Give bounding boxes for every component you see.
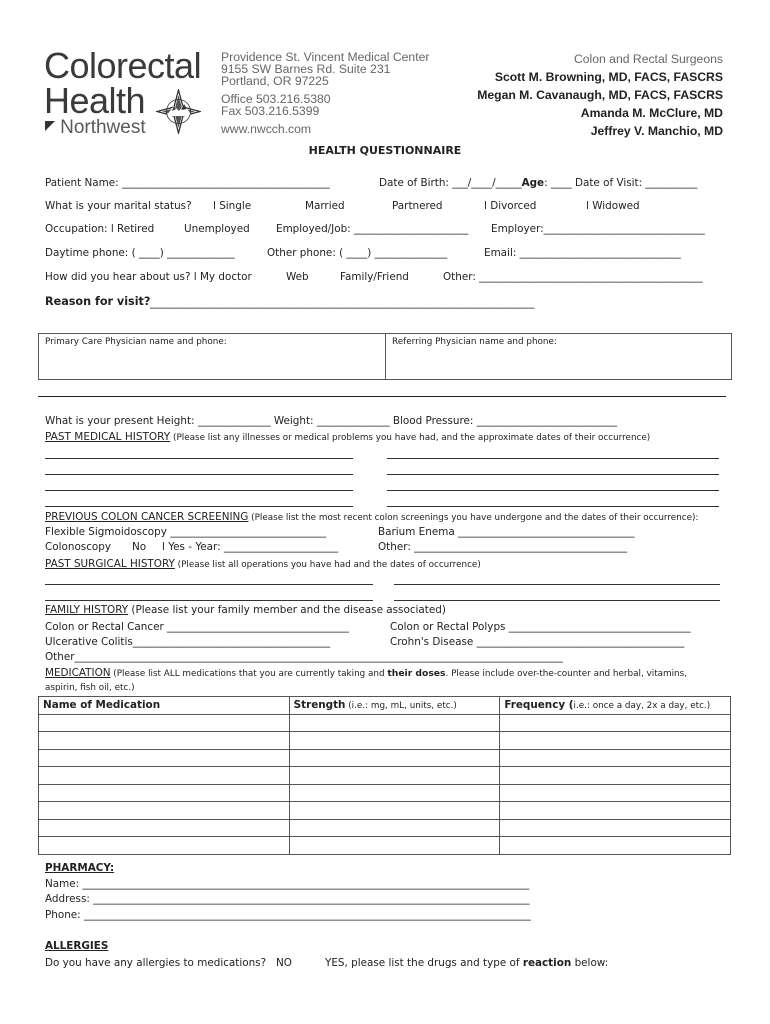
marital-question: What is your marital status?	[45, 200, 192, 212]
family-history-title: FAMILY HISTORY	[45, 604, 129, 616]
reason-for-visit-field[interactable]: __________________________________________________________________________	[150, 297, 535, 309]
pmh-line-3b[interactable]	[387, 490, 719, 491]
med-frequency-cell[interactable]	[500, 837, 731, 855]
height-weight-bp-field[interactable]: What is your present Height: ______________ Weight: ______________ Blood Pressure: ___________________________	[45, 415, 617, 427]
clinic-fax: Fax 503.216.5399	[221, 104, 320, 118]
psh-line-1a[interactable]	[45, 584, 373, 585]
med-col-strength-header	[289, 697, 500, 715]
med-strength-cell[interactable]	[289, 749, 500, 767]
fam-colon-cancer-field[interactable]: Colon or Rectal Cancer ___________________________________	[45, 621, 349, 633]
fam-uc-field[interactable]: Ulcerative Colitis______________________________________	[45, 636, 331, 648]
age-label: Age	[521, 177, 545, 189]
section-divider	[38, 396, 726, 397]
pmh-line-4a[interactable]	[45, 506, 353, 507]
psh-heading	[45, 558, 481, 570]
allergy-yes-text-2: below:	[571, 957, 609, 969]
psh-note: (Please list all operations you have had and the dates of occurrence)	[174, 560, 481, 570]
med-name-cell[interactable]	[39, 784, 290, 802]
pmh-line-2b[interactable]	[387, 474, 719, 475]
psh-line-1b[interactable]	[394, 584, 720, 585]
family-history-note: (Please list your family member and the disease associated)	[128, 604, 446, 616]
med-strength-cell[interactable]	[289, 802, 500, 820]
medication-note-bold: their doses	[387, 668, 446, 679]
med-name-cell[interactable]	[39, 767, 290, 785]
med-frequency-cell[interactable]	[500, 819, 731, 837]
medication-table-header	[39, 697, 731, 715]
physician-box-divider	[385, 333, 386, 379]
doctor-2: Megan M. Cavanaugh, MD, FACS, FASCRS	[477, 88, 723, 102]
mountain-star-emblem-icon	[156, 89, 201, 134]
pccs-title: PREVIOUS COLON CANCER SCREENING	[45, 511, 249, 523]
occupation-unemployed-option[interactable]: Unemployed	[184, 223, 250, 235]
daytime-phone-field[interactable]: Daytime phone: ( ____) _____________	[45, 247, 235, 259]
marital-partnered-option[interactable]: Partnered	[392, 200, 443, 212]
table-row[interactable]	[39, 819, 731, 837]
med-strength-cell[interactable]	[289, 732, 500, 750]
strength-bold: Strength	[293, 698, 346, 711]
fam-other-field[interactable]: Other______________________________________________________________________________________________	[45, 651, 563, 663]
allergy-yes-option[interactable]	[325, 957, 608, 969]
dob-field[interactable]	[379, 177, 697, 189]
referring-physician-field[interactable]: Referring Physician name and phone:	[392, 337, 557, 347]
med-name-cell[interactable]	[39, 837, 290, 855]
reason-for-visit-label: Reason for visit?	[45, 295, 151, 308]
logo-line-3	[45, 117, 146, 139]
allergy-question: Do you have any allergies to medications?	[45, 957, 267, 969]
med-frequency-cell[interactable]	[500, 749, 731, 767]
med-name-cell[interactable]	[39, 802, 290, 820]
logo-northwest-text: Northwest	[60, 117, 146, 138]
pharmacy-heading: PHARMACY:	[45, 862, 115, 874]
fam-polyps-field[interactable]: Colon or Rectal Polyps ___________________________________	[390, 621, 691, 633]
pccs-note: (Please list the most recent colon screenings you have undergone and the dates of their occurrence):	[248, 513, 699, 523]
doctors-title: Colon and Rectal Surgeons	[573, 52, 723, 66]
med-name-cell[interactable]	[39, 714, 290, 732]
med-name-cell[interactable]	[39, 819, 290, 837]
logo-arrow-icon	[45, 121, 55, 131]
marital-single-option[interactable]: l Single	[213, 200, 252, 212]
form-title: HEALTH QUESTIONNAIRE	[308, 144, 462, 157]
colonoscopy-no-option[interactable]: No	[132, 541, 147, 553]
med-frequency-cell[interactable]	[500, 732, 731, 750]
family-history-heading	[45, 604, 446, 616]
table-row[interactable]	[39, 767, 731, 785]
medication-title: MEDICATION	[45, 667, 111, 679]
email-field[interactable]: Email: _______________________________	[484, 247, 681, 259]
colonoscopy-yes-field[interactable]: l Yes - Year: ______________________	[162, 541, 339, 553]
psh-title: PAST SURGICAL HISTORY	[45, 558, 175, 570]
medication-note-2: . Please include over-the-counter and herbal, vitamins,	[445, 669, 688, 679]
med-strength-cell[interactable]	[289, 837, 500, 855]
table-row[interactable]	[39, 749, 731, 767]
pmh-note: (Please list any illnesses or medical problems you have had, and the approximate dates of their occurrence)	[170, 433, 651, 443]
strength-note: (i.e.: mg, mL, units, etc.)	[345, 700, 457, 711]
clinic-street: 9155 SW Barnes Rd. Suite 231	[221, 62, 391, 76]
pmh-line-3a[interactable]	[45, 490, 353, 491]
other-phone-field[interactable]: Other phone: ( ____) ______________	[267, 247, 448, 259]
psh-line-2b[interactable]	[394, 600, 720, 601]
med-name-cell[interactable]	[39, 732, 290, 750]
allergy-yes-text-1: YES, please list the drugs and type of	[325, 957, 523, 969]
barium-enema-field[interactable]: Barium Enema __________________________________	[378, 526, 635, 538]
med-name-cell[interactable]	[39, 749, 290, 767]
med-frequency-cell[interactable]	[500, 714, 731, 732]
hear-family-option[interactable]: Family/Friend	[340, 271, 409, 283]
allergies-heading: ALLERGIES	[45, 940, 109, 952]
medication-note-1: (Please list ALL medications that you are currently taking and	[110, 669, 388, 679]
pmh-line-4b[interactable]	[387, 506, 719, 507]
med-col-name-header: Name of Medication	[39, 697, 290, 715]
patient-name-field[interactable]: Patient Name: ________________________________________	[45, 177, 330, 189]
pmh-title: PAST MEDICAL HISTORY	[45, 431, 171, 443]
med-frequency-cell[interactable]	[500, 802, 731, 820]
logo-line-1: Colorectal	[44, 45, 202, 86]
occupation-retired-option[interactable]: Occupation: l Retired	[45, 223, 155, 235]
table-row[interactable]	[39, 714, 731, 732]
med-strength-cell[interactable]	[289, 767, 500, 785]
table-row[interactable]	[39, 837, 731, 855]
doctor-3: Amanda M. McClure, MD	[580, 106, 723, 120]
doctor-4: Jeffrey V. Manchio, MD	[590, 124, 723, 138]
logo-line-2: Health	[44, 80, 146, 121]
clinic-name: Providence St. Vincent Medical Center	[221, 50, 430, 64]
med-strength-cell[interactable]	[289, 819, 500, 837]
med-frequency-cell[interactable]	[500, 784, 731, 802]
marital-married-option[interactable]: Married	[305, 200, 345, 212]
med-strength-cell[interactable]	[289, 714, 500, 732]
marital-widowed-option[interactable]: l Widowed	[586, 200, 640, 212]
dob-label: Date of Birth: ___/____/_____	[379, 177, 522, 189]
doctors-block	[477, 50, 723, 140]
medication-note-3: aspirin, fish oil, etc.)	[45, 683, 135, 693]
pmh-line-1a[interactable]	[45, 458, 353, 459]
marital-divorced-option[interactable]: l Divorced	[484, 200, 537, 212]
clinic-city: Portland, OR 97225	[221, 74, 329, 88]
allergy-no-option[interactable]: NO	[276, 957, 292, 969]
clinic-website: www.nwcch.com	[221, 122, 312, 136]
frequency-bold: Frequency (	[504, 698, 574, 711]
med-strength-cell[interactable]	[289, 784, 500, 802]
pharmacy-name-field[interactable]: Name: ______________________________________________________________________________________	[45, 878, 530, 890]
allergy-yes-bold: reaction	[522, 957, 572, 969]
pmh-line-2a[interactable]	[45, 474, 353, 475]
fam-crohns-field[interactable]: Crohn's Disease ________________________________________	[390, 636, 685, 648]
pmh-heading	[45, 431, 650, 443]
pharmacy-address-field[interactable]: Address: ____________________________________________________________________________________	[45, 893, 530, 905]
med-col-frequency-header	[500, 697, 731, 715]
frequency-note: i.e.: once a day, 2x a day, etc.)	[573, 700, 711, 711]
pccs-heading	[45, 511, 698, 523]
pharmacy-phone-field[interactable]: Phone: ______________________________________________________________________________________	[45, 909, 531, 921]
age-visit-blank: : ____ Date of Visit: __________	[544, 177, 698, 189]
table-row[interactable]	[39, 802, 731, 820]
pcp-field[interactable]: Primary Care Physician name and phone:	[45, 337, 227, 347]
employed-job-field[interactable]: Employed/Job: ______________________	[276, 223, 469, 235]
hear-web-option[interactable]: Web	[286, 271, 309, 283]
hear-other-field[interactable]: Other: ___________________________________________	[443, 271, 703, 283]
table-row[interactable]	[39, 784, 731, 802]
other-screening-field[interactable]: Other: _________________________________________	[378, 541, 628, 553]
hear-about-us-doctor-option[interactable]: How did you hear about us? l My doctor	[45, 271, 252, 283]
medication-heading	[45, 667, 687, 679]
colonoscopy-label: Colonoscopy	[45, 541, 112, 553]
flex-sig-field[interactable]: Flexible Sigmoidoscopy ______________________________	[45, 526, 327, 538]
psh-line-2a[interactable]	[45, 600, 373, 601]
med-frequency-cell[interactable]	[500, 767, 731, 785]
employer-field[interactable]: Employer:_______________________________	[491, 223, 705, 235]
clinic-office-phone: Office 503.216.5380	[221, 92, 331, 106]
table-row[interactable]	[39, 732, 731, 750]
pmh-line-1b[interactable]	[387, 458, 719, 459]
doctor-1: Scott M. Browning, MD, FACS, FASCRS	[494, 70, 723, 84]
medication-table	[38, 696, 731, 855]
